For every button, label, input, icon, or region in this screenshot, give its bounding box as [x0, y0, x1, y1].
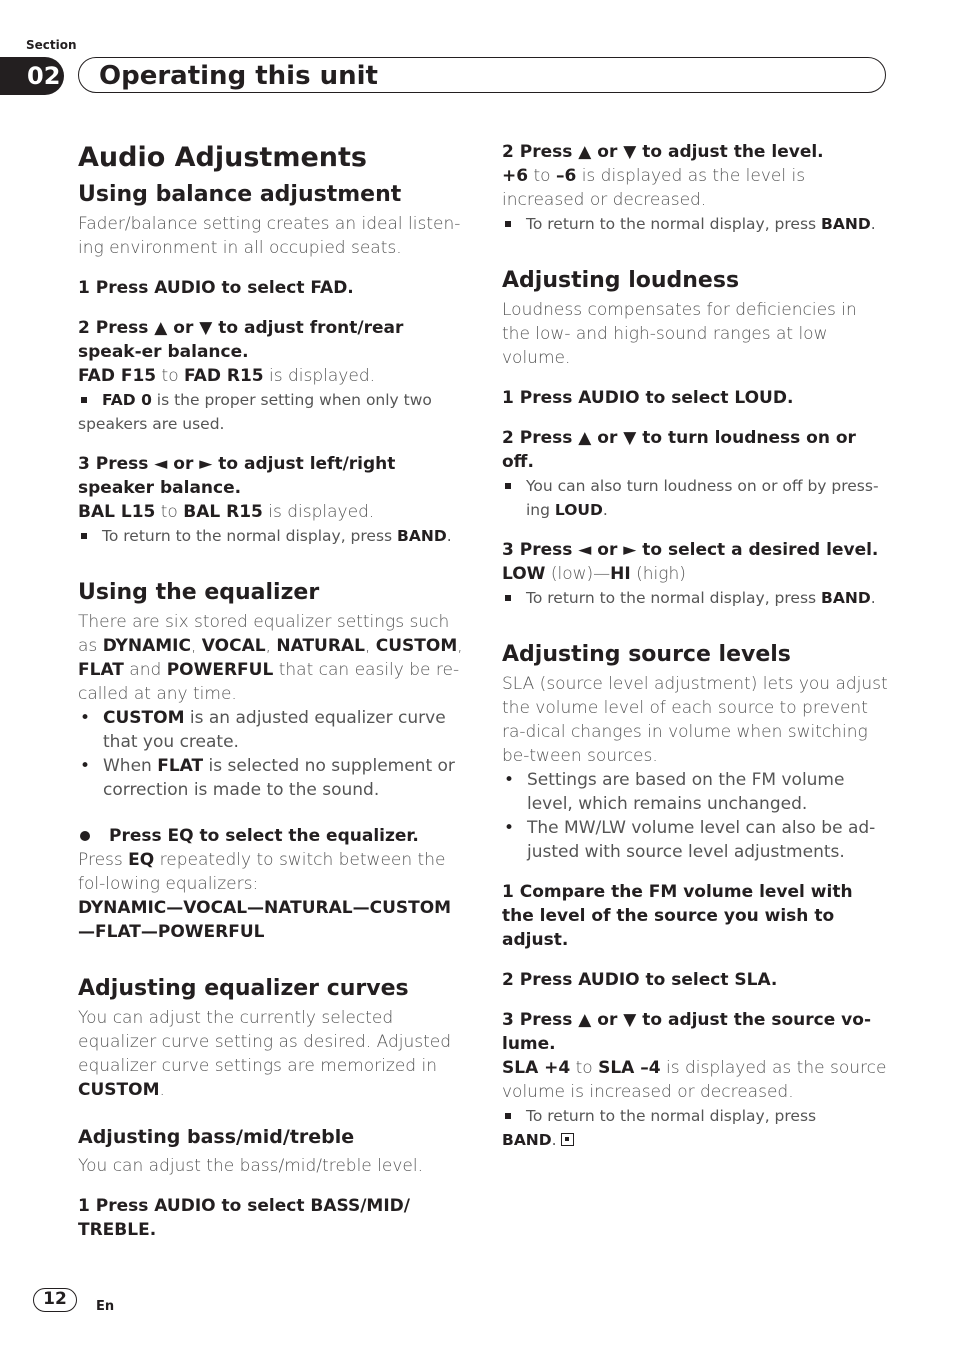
bmt-step-1: 1 Press AUDIO to select BASS/MID/ TREBLE. — [78, 1196, 410, 1240]
sla-step-1: 1 Compare the FM volume level with the level of the source you wish to adjust. — [502, 882, 853, 950]
loudness-step-3: 3 Press ◄ or ► to select a desired level. — [502, 540, 879, 560]
sla-step-3-result: SLA +4 to SLA –4 is displayed as the source volume is increased or decreased. — [502, 1058, 887, 1102]
heading-loudness: Adjusting loudness — [502, 268, 740, 293]
sla-step-3: 3 Press ▲ or ▼ to adjust the source vo-lume. — [502, 1010, 872, 1054]
bmt-intro: You can adjust the bass/mid/treble level. — [78, 1156, 423, 1176]
end-of-section-icon — [561, 1133, 574, 1146]
curves-intro: You can adjust the currently selected equalizer curve setting as desired. Adjusted equalizer curve settings are memorized in CUSTOM. — [78, 1008, 452, 1100]
section-number: 02 — [0, 57, 64, 95]
page-title: Audio Adjustments — [78, 142, 367, 173]
balance-note-band: To return to the normal display, press BAND. — [78, 524, 468, 548]
balance-intro: Fader/balance setting creates an ideal listen-ing environment in all occupied seats. — [78, 214, 461, 258]
loudness-intro: Loudness compensates for deficiencies in the low- and high-sound ranges at low volume. — [502, 300, 857, 368]
heading-bass-mid-treble: Adjusting bass/mid/treble — [78, 1126, 355, 1148]
left-column — [78, 140, 468, 1242]
sla-bullet-fm: • Settings are based on the FM volume level, which remains unchanged. — [502, 768, 890, 816]
bullet-dot-icon — [80, 831, 90, 841]
bmt-note-band: To return to the normal display, press BAND. — [502, 212, 890, 236]
heading-equalizer: Using the equalizer — [78, 580, 320, 605]
loudness-step-2: 2 Press ▲ or ▼ to turn loudness on or off. — [502, 428, 856, 472]
equalizer-bullet-custom: • CUSTOM is an adjusted equalizer curve that you create. — [78, 706, 468, 754]
balance-note-fad0: FAD 0 is the proper setting when only two speakers are used. — [78, 388, 468, 436]
language-label: En — [96, 1299, 115, 1314]
balance-step-2: 2 Press ▲ or ▼ to adjust front/rear speak-er balance. — [78, 318, 404, 362]
loudness-step-1: 1 Press AUDIO to select LOUD. — [502, 388, 794, 408]
balance-step-1: 1 Press AUDIO to select FAD. — [78, 278, 354, 298]
bmt-step-2: 2 Press ▲ or ▼ to adjust the level. — [502, 142, 824, 162]
sla-intro: SLA (source level adjustment) lets you adjust the volume level of each source to prevent ra-dical changes in volume when switching be-tween sources. — [502, 674, 888, 766]
loudness-note-loud: You can also turn loudness on or off by press-ing LOUD. — [502, 474, 890, 522]
heading-source-levels: Adjusting source levels — [502, 642, 791, 667]
loudness-levels: LOW (low)—HI (high) — [502, 564, 686, 584]
sla-note-band: To return to the normal display, press BAND. — [502, 1104, 890, 1152]
balance-step-2-result: FAD F15 to FAD R15 is displayed. — [78, 366, 376, 386]
equalizer-bullet-flat: • When FLAT is selected no supplement or correction is made to the sound. — [78, 754, 468, 802]
balance-step-3: 3 Press ◄ or ► to adjust left/right speaker balance. — [78, 454, 396, 498]
equalizer-intro: There are six stored equalizer settings such as DYNAMIC, VOCAL, NATURAL, CUSTOM, FLAT and POWERFUL that can easily be re-called at any time. — [78, 612, 463, 704]
equalizer-step: Press EQ to select the equalizer. — [78, 824, 468, 848]
sla-bullet-mwlw: • The MW/LW volume level can also be ad-justed with source level adjustments. — [502, 816, 890, 864]
heading-curves: Adjusting equalizer curves — [78, 976, 409, 1001]
heading-balance: Using balance adjustment — [78, 182, 402, 207]
sla-step-2: 2 Press AUDIO to select SLA. — [502, 970, 778, 990]
page-number: 12 — [33, 1288, 77, 1312]
bmt-step-2-result: +6 to –6 is displayed as the level is increased or decreased. — [502, 166, 806, 210]
section-label: Section — [26, 38, 77, 52]
section-title: Operating this unit — [78, 57, 886, 93]
balance-step-3-result: BAL L15 to BAL R15 is displayed. — [78, 502, 375, 522]
equalizer-sequence: DYNAMIC—VOCAL—NATURAL—CUSTOM—FLAT—POWERFUL — [78, 898, 452, 942]
loudness-note-band: To return to the normal display, press BAND. — [502, 586, 890, 610]
right-column — [502, 140, 890, 1152]
equalizer-press-eq: Press EQ repeatedly to switch between the fol-lowing equalizers: — [78, 850, 446, 894]
